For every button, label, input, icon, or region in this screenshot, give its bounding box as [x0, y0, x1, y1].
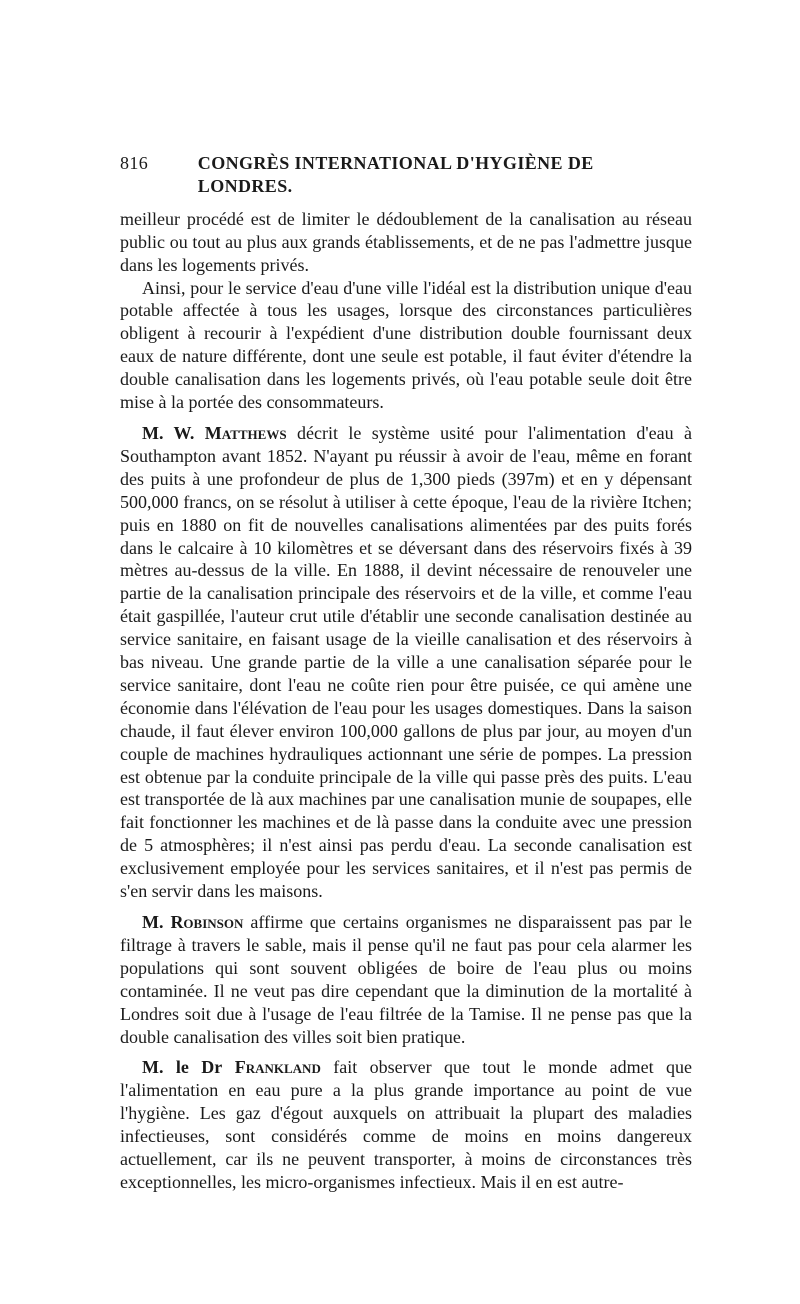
speaker-name: Frankland — [234, 1057, 321, 1078]
book-page — [120, 152, 692, 1194]
paragraph-robinson — [120, 911, 692, 1048]
speaker-name: Matthews — [204, 422, 287, 443]
paragraph-continuation: meilleur procédé est de limiter le dédoublement de la canalisation au réseau public ou tout au plus aux grands établissements, et de ne pas l'admettre jusque dans les logements privés. — [120, 208, 692, 275]
paragraph-ainsi: Ainsi, pour le service d'eau d'une ville l'idéal est la distribution unique d'eau potable affectée à tous les usages, lorsque des circonstances particulières obligent à recourir à l'expédient d'une distribution double fournissant deux eaux de nature différente, dont une seule est potable, il faut éviter d'étendre la double canalisation dans les logements privés, où l'eau potable seule doit être mise à la portée des consommateurs. — [120, 277, 692, 413]
speaker-title: M. — [142, 912, 164, 932]
paragraph-frankland — [120, 1056, 692, 1193]
running-title: CONGRÈS INTERNATIONAL D'HYGIÈNE DE LONDRES. — [197, 153, 594, 196]
speaker-title: M. le Dr — [142, 1057, 223, 1078]
running-head — [120, 152, 692, 198]
paragraph-text: fait observer que tout le monde admet que l'alimentation en eau pure a la plus grande importance au point de vue l'hygiène. Les gaz d'égout auxquels on attribuait la plupart des maladies infectieuses, sont considérés comme de moins en moins dangereux actuellement, car ils ne peuvent transporter, à moins de circonstances très exceptionnelles, les micro-organismes infectieux. Mais il en est autre- — [120, 1057, 693, 1192]
speaker-title: M. W. — [142, 422, 195, 443]
speaker-name: Robinson — [170, 912, 244, 932]
paragraph-matthews — [120, 422, 692, 903]
paragraph-text: décrit le système usité pour l'alimentation d'eau à Southampton avant 1852. N'ayant pu réussir à avoir de l'eau, même en forant des puits à une profondeur de plus de 1,300 pieds (397m) et en y dépensant 500,000 francs, on se résolut à utiliser à cette époque, l'eau de la rivière Itchen; puis en 1880 on fit de nouvelles canalisations alimentées par des puits forés dans le calcaire à 10 kilomètres et se déversant dans des réservoirs fixés à 39 mètres au-dessus de la ville. En 1888, il devint nécessaire de renouveler une partie de la canalisation principale des réservoirs et de la ville, et comme l'eau était gaspillée, l'auteur crut utile d'établir une seconde canalisation destinée au service sanitaire, en faisant usage de la vieille canalisation et des réservoirs à bas niveau. Une grande partie de la ville a une canalisation séparée pour le service sanitaire, dont l'eau ne coûte rien pour être puisée, ce qui amène une économie dans l'élévation de l'eau pour les usages domestiques. Dans la saison chaude, il faut élever environ 100,000 gallons de plus par jour, au moyen d'un couple de machines hydrauliques actionnant une série de pompes. La pression est obtenue par la conduite principale de la ville qui passe près des puits. L'eau est transportée de là aux machines par une canalisation munie de soupapes, elle fait fonctionner les machines et de là passe dans la conduite avec une pression de 5 atmosphères; il n'est ainsi pas perdu d'eau. La seconde canalisation est exclusivement employée pour les services sanitaires, et il n'est pas permis de s'en servir dans les maisons. — [120, 422, 693, 902]
paragraph-text: affirme que certains organismes ne disparaissent pas par le filtrage à travers le sable, mais il pense qu'il ne faut pas pour cela alarmer les populations qui sont souvent obligées de boire de l'eau plus ou moins contaminée. Il ne veut pas dire cependant que la diminution de la mortalité à Londres soit due à l'usage de l'eau filtrée de la Tamise. Il ne pense pas que la double canalisation des villes soit bien pratique. — [120, 912, 692, 1047]
page-number: 816 — [120, 153, 149, 173]
